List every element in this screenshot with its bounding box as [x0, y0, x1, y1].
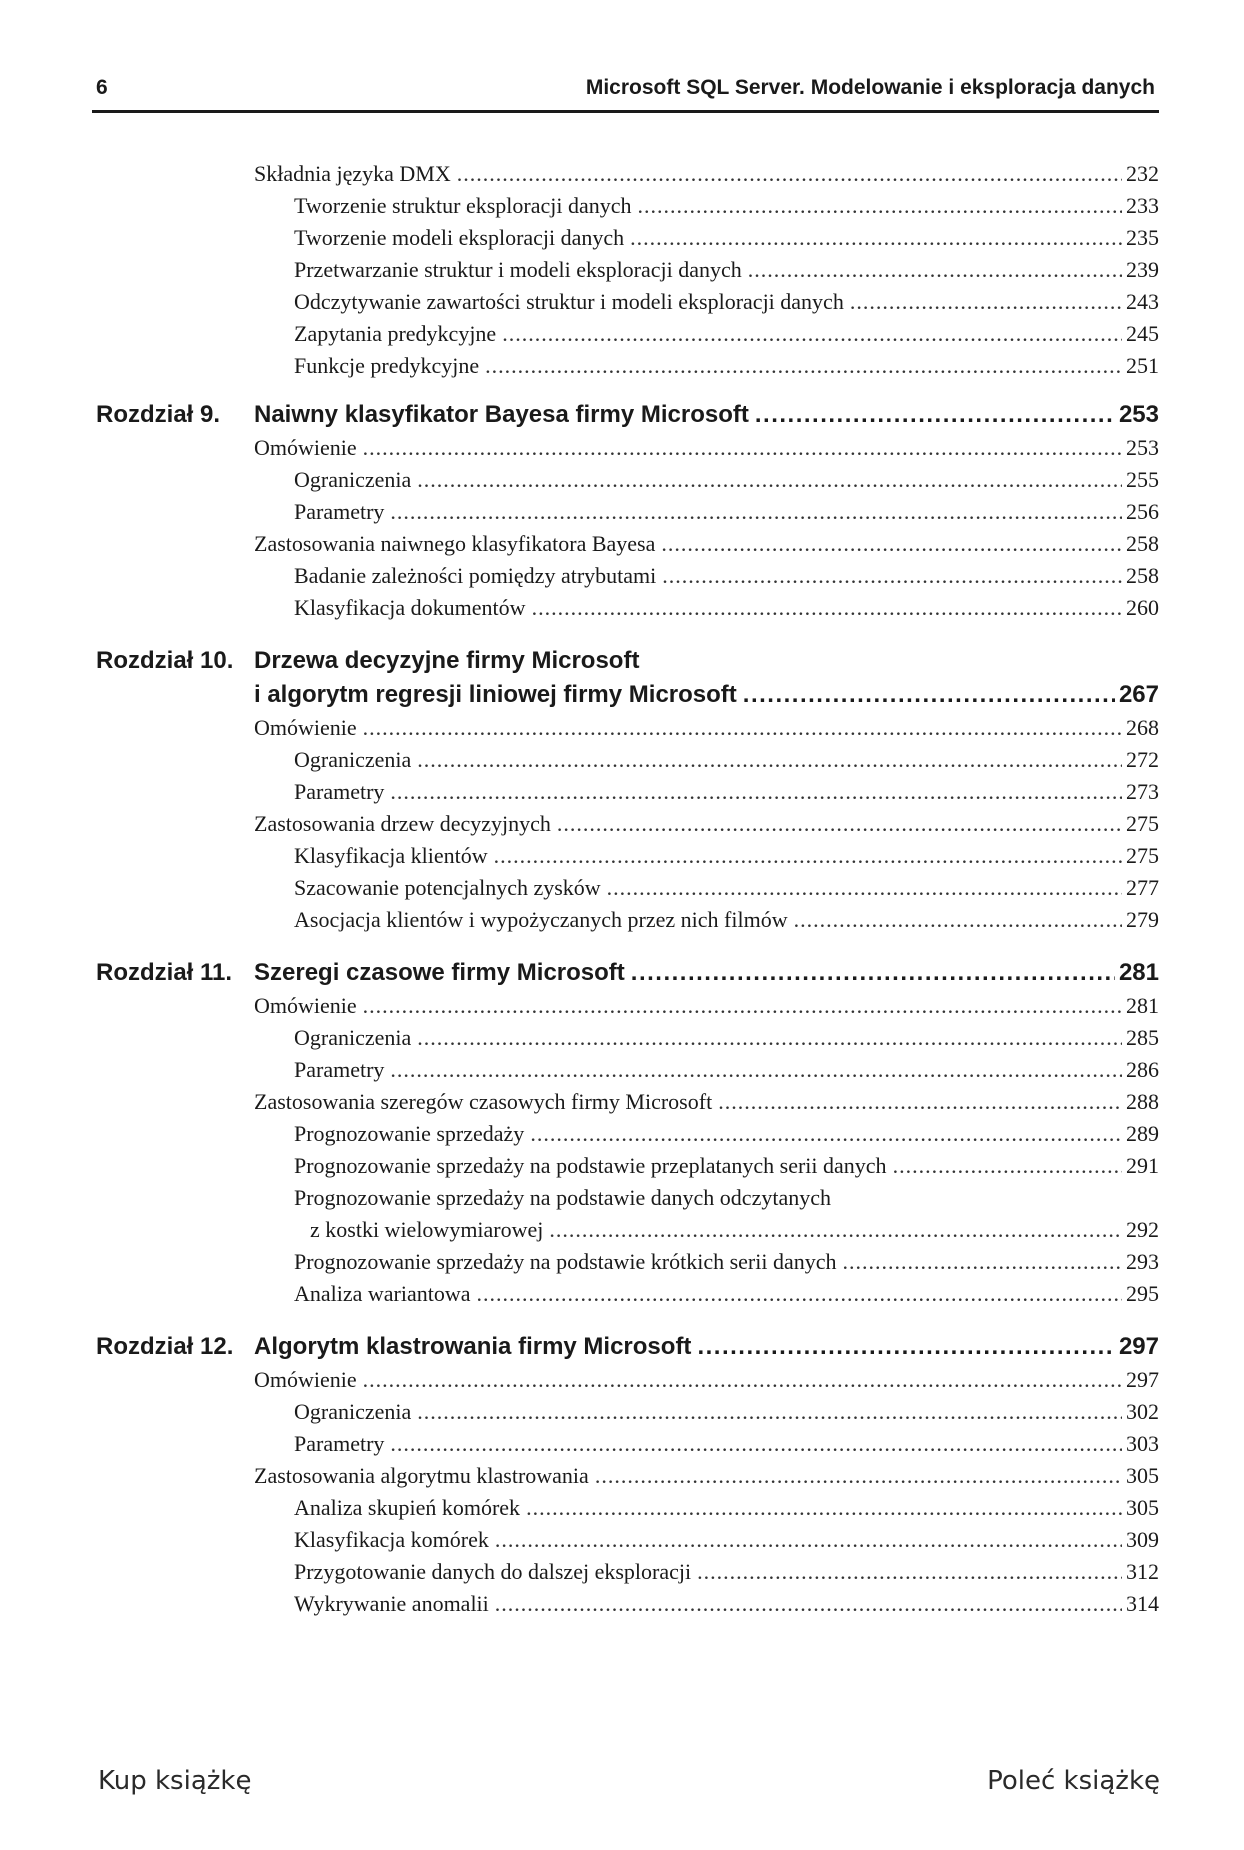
chapter-label: Rozdział 12.	[96, 1333, 234, 1360]
toc-entry-page: 260	[1126, 595, 1159, 620]
toc-entry-title: Klasyfikacja klientów	[294, 843, 488, 868]
dot-leader	[661, 528, 1122, 560]
toc-entry-page: 309	[1126, 1527, 1159, 1552]
dot-leader	[363, 990, 1122, 1022]
dot-leader	[417, 744, 1122, 776]
toc-entry	[294, 464, 1159, 496]
dot-leader	[549, 1214, 1122, 1246]
toc-entry-title: Parametry	[294, 779, 385, 804]
toc-entry-page: 239	[1126, 257, 1159, 282]
dot-leader	[557, 808, 1122, 840]
toc-entry	[294, 254, 1159, 286]
chapter-heading	[92, 956, 1159, 990]
dot-leader	[363, 1364, 1122, 1396]
toc-entry-leader	[254, 1460, 1159, 1492]
toc-entry-title: Ograniczenia	[294, 1025, 412, 1050]
toc-entry	[294, 1428, 1159, 1460]
toc-entry	[294, 1588, 1159, 1620]
dot-leader	[532, 592, 1122, 624]
toc-entry-page: 233	[1126, 193, 1159, 218]
toc-entry-title: Przetwarzanie struktur i modeli eksploracji danych	[294, 257, 742, 282]
toc-entry-leader	[294, 1396, 1159, 1428]
dot-leader	[794, 904, 1122, 936]
dot-leader	[502, 318, 1122, 350]
toc-entry-title: Tworzenie modeli eksploracji danych	[294, 225, 625, 250]
chapter-heading	[92, 644, 1159, 712]
toc-entry-title: Zastosowania drzew decyzyjnych	[254, 811, 551, 836]
toc-entry-title: z kostki wielowymiarowej	[310, 1217, 544, 1242]
toc-entry-leader	[294, 560, 1159, 592]
toc-entry-title: Parametry	[294, 499, 385, 524]
toc-entry-page: 279	[1126, 907, 1159, 932]
toc-entry-leader	[294, 1118, 1159, 1150]
dot-leader	[485, 350, 1122, 382]
toc-entry	[294, 318, 1159, 350]
toc-entry-leader	[294, 1022, 1159, 1054]
toc-entry-title: Funkcje predykcyjne	[294, 353, 480, 378]
toc-entry-leader	[294, 254, 1159, 286]
toc-entry	[254, 1086, 1159, 1118]
toc-entry	[254, 1460, 1159, 1492]
toc-entry-page: 277	[1126, 875, 1159, 900]
toc-entry	[294, 872, 1159, 904]
chapter-page: 267	[1118, 681, 1159, 708]
toc-entry-leader	[294, 496, 1159, 528]
toc-entry-title: Prognozowanie sprzedaży na podstawie przeplatanych serii danych	[294, 1153, 887, 1178]
chapter-heading	[92, 398, 1159, 432]
toc-entry-title: Badanie zależności pomiędzy atrybutami	[294, 563, 657, 588]
dot-leader	[743, 678, 1115, 712]
chapter-title: Algorytm klastrowania firmy Microsoft	[254, 1333, 692, 1360]
dot-leader	[595, 1460, 1122, 1492]
toc-entry	[294, 776, 1159, 808]
toc-entry	[310, 1214, 1159, 1246]
toc-entry-leader	[254, 808, 1159, 840]
dot-leader	[417, 1396, 1122, 1428]
toc-entry-page: 253	[1126, 435, 1159, 460]
dot-leader	[607, 872, 1122, 904]
chapter-title-line1: Drzewa decyzyjne firmy Microsoft	[254, 647, 640, 674]
toc-entry-page: 286	[1126, 1057, 1159, 1082]
toc-entry	[294, 190, 1159, 222]
toc-entry-title: Asocjacja klientów i wypożyczanych przez nich filmów	[294, 907, 788, 932]
toc-entry-title: Zapytania predykcyjne	[294, 321, 497, 346]
dot-leader	[893, 1150, 1122, 1182]
toc-entry-title: Parametry	[294, 1057, 385, 1082]
toc-entry-page: 288	[1126, 1089, 1159, 1114]
toc-entry-title: Analiza wariantowa	[294, 1281, 471, 1306]
dot-leader	[495, 1524, 1122, 1556]
chapter-leader	[254, 398, 1159, 432]
toc-entry-leader	[254, 712, 1159, 744]
dot-leader	[390, 1428, 1122, 1460]
toc-entry-leader	[310, 1214, 1159, 1246]
toc-entry	[294, 350, 1159, 382]
toc-entry-page: 281	[1126, 993, 1159, 1018]
toc-entry	[254, 528, 1159, 560]
dot-leader	[697, 1330, 1115, 1364]
toc-entry-title: Zastosowania algorytmu klastrowania	[254, 1463, 589, 1488]
toc-entry-page: 243	[1126, 289, 1159, 314]
chapter-page: 253	[1118, 401, 1159, 428]
dot-leader	[494, 840, 1122, 872]
footer	[0, 1766, 1244, 1806]
toc-entry	[294, 592, 1159, 624]
toc-entry	[294, 1492, 1159, 1524]
toc-entry	[294, 1246, 1159, 1278]
toc-entry-page: 256	[1126, 499, 1159, 524]
toc-entry-title: Prognozowanie sprzedaży na podstawie krótkich serii danych	[294, 1249, 837, 1274]
toc-entry-page: 297	[1126, 1367, 1159, 1392]
toc-entry-title: Omówienie	[254, 1367, 357, 1392]
toc-entry-title: Odczytywanie zawartości struktur i modeli eksploracji danych	[294, 289, 844, 314]
chapter-title: Szeregi czasowe firmy Microsoft	[254, 959, 625, 986]
chapter-label: Rozdział 11.	[96, 959, 233, 986]
toc-entry-leader	[294, 350, 1159, 382]
toc-entry-page: 293	[1126, 1249, 1159, 1274]
toc-entry-page: 292	[1126, 1217, 1159, 1242]
chapter-page: 281	[1118, 959, 1159, 986]
dot-leader	[363, 432, 1122, 464]
toc-entry-leader	[294, 286, 1159, 318]
toc-entry-title: Zastosowania szeregów czasowych firmy Microsoft	[254, 1089, 713, 1114]
chapter-title-block	[254, 644, 1159, 712]
toc-entry	[294, 286, 1159, 318]
toc-entry-leader	[294, 1150, 1159, 1182]
chapter-heading	[92, 1330, 1159, 1364]
toc-entry	[294, 1396, 1159, 1428]
dot-leader	[363, 712, 1122, 744]
toc-entry-page: 289	[1126, 1121, 1159, 1146]
toc-entry	[254, 990, 1159, 1022]
toc-entry-page: 291	[1126, 1153, 1159, 1178]
toc-entry-page: 258	[1126, 531, 1159, 556]
toc-entry-leader	[294, 1524, 1159, 1556]
toc-entry-page: 275	[1126, 811, 1159, 836]
toc-entry-title: Analiza skupień komórek	[294, 1495, 521, 1520]
toc-entry	[294, 1524, 1159, 1556]
toc-entry-leader	[294, 840, 1159, 872]
toc-entry-title: Prognozowanie sprzedaży	[294, 1121, 525, 1146]
dot-leader	[630, 222, 1122, 254]
toc-entry-page: 258	[1126, 563, 1159, 588]
toc-entry-leader	[254, 432, 1159, 464]
toc-entry-leader	[294, 1428, 1159, 1460]
buy-book-link[interactable]: Kup książkę	[98, 1766, 252, 1796]
toc-entry-leader	[294, 592, 1159, 624]
book-title: Microsoft SQL Server. Modelowanie i eksploracja danych	[585, 76, 1155, 99]
chapter-title: i algorytm regresji liniowej firmy Microsoft	[254, 681, 737, 708]
toc-entry-leader	[294, 464, 1159, 496]
toc-entry-leader	[294, 1054, 1159, 1086]
toc-entry	[294, 1022, 1159, 1054]
toc-entry-leader	[294, 1556, 1159, 1588]
toc-entry-page: 302	[1126, 1399, 1159, 1424]
chapter-leader	[254, 1330, 1159, 1364]
toc-entry-title: Przygotowanie danych do dalszej eksploracji	[294, 1559, 692, 1584]
toc-entry	[254, 158, 1159, 190]
toc-entry-leader	[254, 1364, 1159, 1396]
dot-leader	[390, 1054, 1122, 1086]
toc-entry-leader	[294, 1246, 1159, 1278]
toc-entry-page: 251	[1126, 353, 1159, 378]
toc-entry-leader	[294, 1492, 1159, 1524]
toc-entry	[294, 744, 1159, 776]
toc-entry-leader	[294, 904, 1159, 936]
toc-entry-page: 314	[1126, 1591, 1159, 1616]
toc-entry-line1	[294, 1182, 1159, 1214]
toc-entry-page: 312	[1126, 1559, 1159, 1584]
dot-leader	[843, 1246, 1123, 1278]
toc-entry	[294, 840, 1159, 872]
dot-leader	[631, 956, 1115, 990]
toc-entry-leader	[254, 528, 1159, 560]
toc-entry-title: Klasyfikacja dokumentów	[294, 595, 526, 620]
toc-entry	[254, 712, 1159, 744]
toc-entry-title: Składnia języka DMX	[254, 161, 451, 186]
toc-entry-leader	[294, 776, 1159, 808]
toc-entry-page: 255	[1126, 467, 1159, 492]
dot-leader	[495, 1588, 1122, 1620]
toc-entry-title: Omówienie	[254, 715, 357, 740]
toc-entry	[294, 1150, 1159, 1182]
toc-entry	[294, 560, 1159, 592]
dot-leader	[718, 1086, 1122, 1118]
toc-entry	[294, 1054, 1159, 1086]
toc-entry-page: 273	[1126, 779, 1159, 804]
toc-entry-page: 275	[1126, 843, 1159, 868]
toc-entry	[294, 1278, 1159, 1310]
toc-entry-page: 245	[1126, 321, 1159, 346]
chapter-leader	[254, 956, 1159, 990]
page-number: 6	[96, 76, 108, 99]
toc-entry-page: 272	[1126, 747, 1159, 772]
toc-entry-title: Tworzenie struktur eksploracji danych	[294, 193, 632, 218]
dot-leader	[530, 1118, 1122, 1150]
toc-entry	[294, 904, 1159, 936]
chapter-leader	[254, 678, 1159, 712]
chapter-page: 297	[1118, 1333, 1159, 1360]
dot-leader	[390, 776, 1122, 808]
dot-leader	[390, 496, 1122, 528]
chapter-title-block	[254, 956, 1159, 990]
dot-leader	[457, 158, 1122, 190]
toc-entry-leader	[294, 190, 1159, 222]
dot-leader	[748, 254, 1122, 286]
toc-entry-title: Wykrywanie anomalii	[294, 1591, 489, 1616]
toc-entry-page: 232	[1126, 161, 1159, 186]
chapter-label: Rozdział 9.	[96, 401, 221, 428]
running-header	[92, 74, 1159, 113]
chapter-title: Naiwny klasyfikator Bayesa firmy Microsoft	[254, 401, 749, 428]
toc-entry	[294, 496, 1159, 528]
dot-leader	[638, 190, 1122, 222]
toc-entry-leader	[294, 1588, 1159, 1620]
toc-entry-title: Ograniczenia	[294, 1399, 412, 1424]
toc-entry-leader	[294, 744, 1159, 776]
toc-entry-title: Omówienie	[254, 993, 357, 1018]
recommend-book-link[interactable]: Poleć książkę	[987, 1766, 1160, 1796]
dot-leader	[417, 1022, 1122, 1054]
chapter-title-block	[254, 1330, 1159, 1364]
dot-leader	[697, 1556, 1122, 1588]
toc-entry	[294, 1556, 1159, 1588]
dot-leader	[526, 1492, 1122, 1524]
chapter-label: Rozdział 10.	[96, 647, 234, 674]
chapter-title-block	[254, 398, 1159, 432]
toc-entry-leader	[254, 158, 1159, 190]
toc-entry-title: Szacowanie potencjalnych zysków	[294, 875, 601, 900]
dot-leader	[850, 286, 1122, 318]
toc-entry-leader	[294, 318, 1159, 350]
toc-entry	[294, 1118, 1159, 1150]
toc-entry	[254, 808, 1159, 840]
toc-entry-leader	[294, 1278, 1159, 1310]
toc-entry-title: Ograniczenia	[294, 467, 412, 492]
table-of-contents	[92, 158, 1159, 1620]
dot-leader	[477, 1278, 1122, 1310]
toc-entry-leader	[294, 872, 1159, 904]
toc-entry-title: Parametry	[294, 1431, 385, 1456]
toc-entry-leader	[254, 990, 1159, 1022]
toc-entry-leader	[254, 1086, 1159, 1118]
toc-entry	[254, 432, 1159, 464]
toc-entry-page: 285	[1126, 1025, 1159, 1050]
dot-leader	[662, 560, 1122, 592]
toc-entry-page: 235	[1126, 225, 1159, 250]
toc-entry-leader	[294, 222, 1159, 254]
toc-entry	[254, 1364, 1159, 1396]
toc-entry-page: 305	[1126, 1495, 1159, 1520]
toc-entry-title-line1: Prognozowanie sprzedaży na podstawie danych odczytanych	[294, 1185, 831, 1210]
toc-entry-title: Klasyfikacja komórek	[294, 1527, 489, 1552]
dot-leader	[755, 398, 1115, 432]
toc-entry-page: 295	[1126, 1281, 1159, 1306]
toc-entry-page: 268	[1126, 715, 1159, 740]
dot-leader	[417, 464, 1122, 496]
toc-entry-page: 303	[1126, 1431, 1159, 1456]
toc-entry-title: Ograniczenia	[294, 747, 412, 772]
toc-entry	[294, 222, 1159, 254]
toc-entry-title: Zastosowania naiwnego klasyfikatora Bayesa	[254, 531, 656, 556]
toc-entry-page: 305	[1126, 1463, 1159, 1488]
toc-entry-title: Omówienie	[254, 435, 357, 460]
